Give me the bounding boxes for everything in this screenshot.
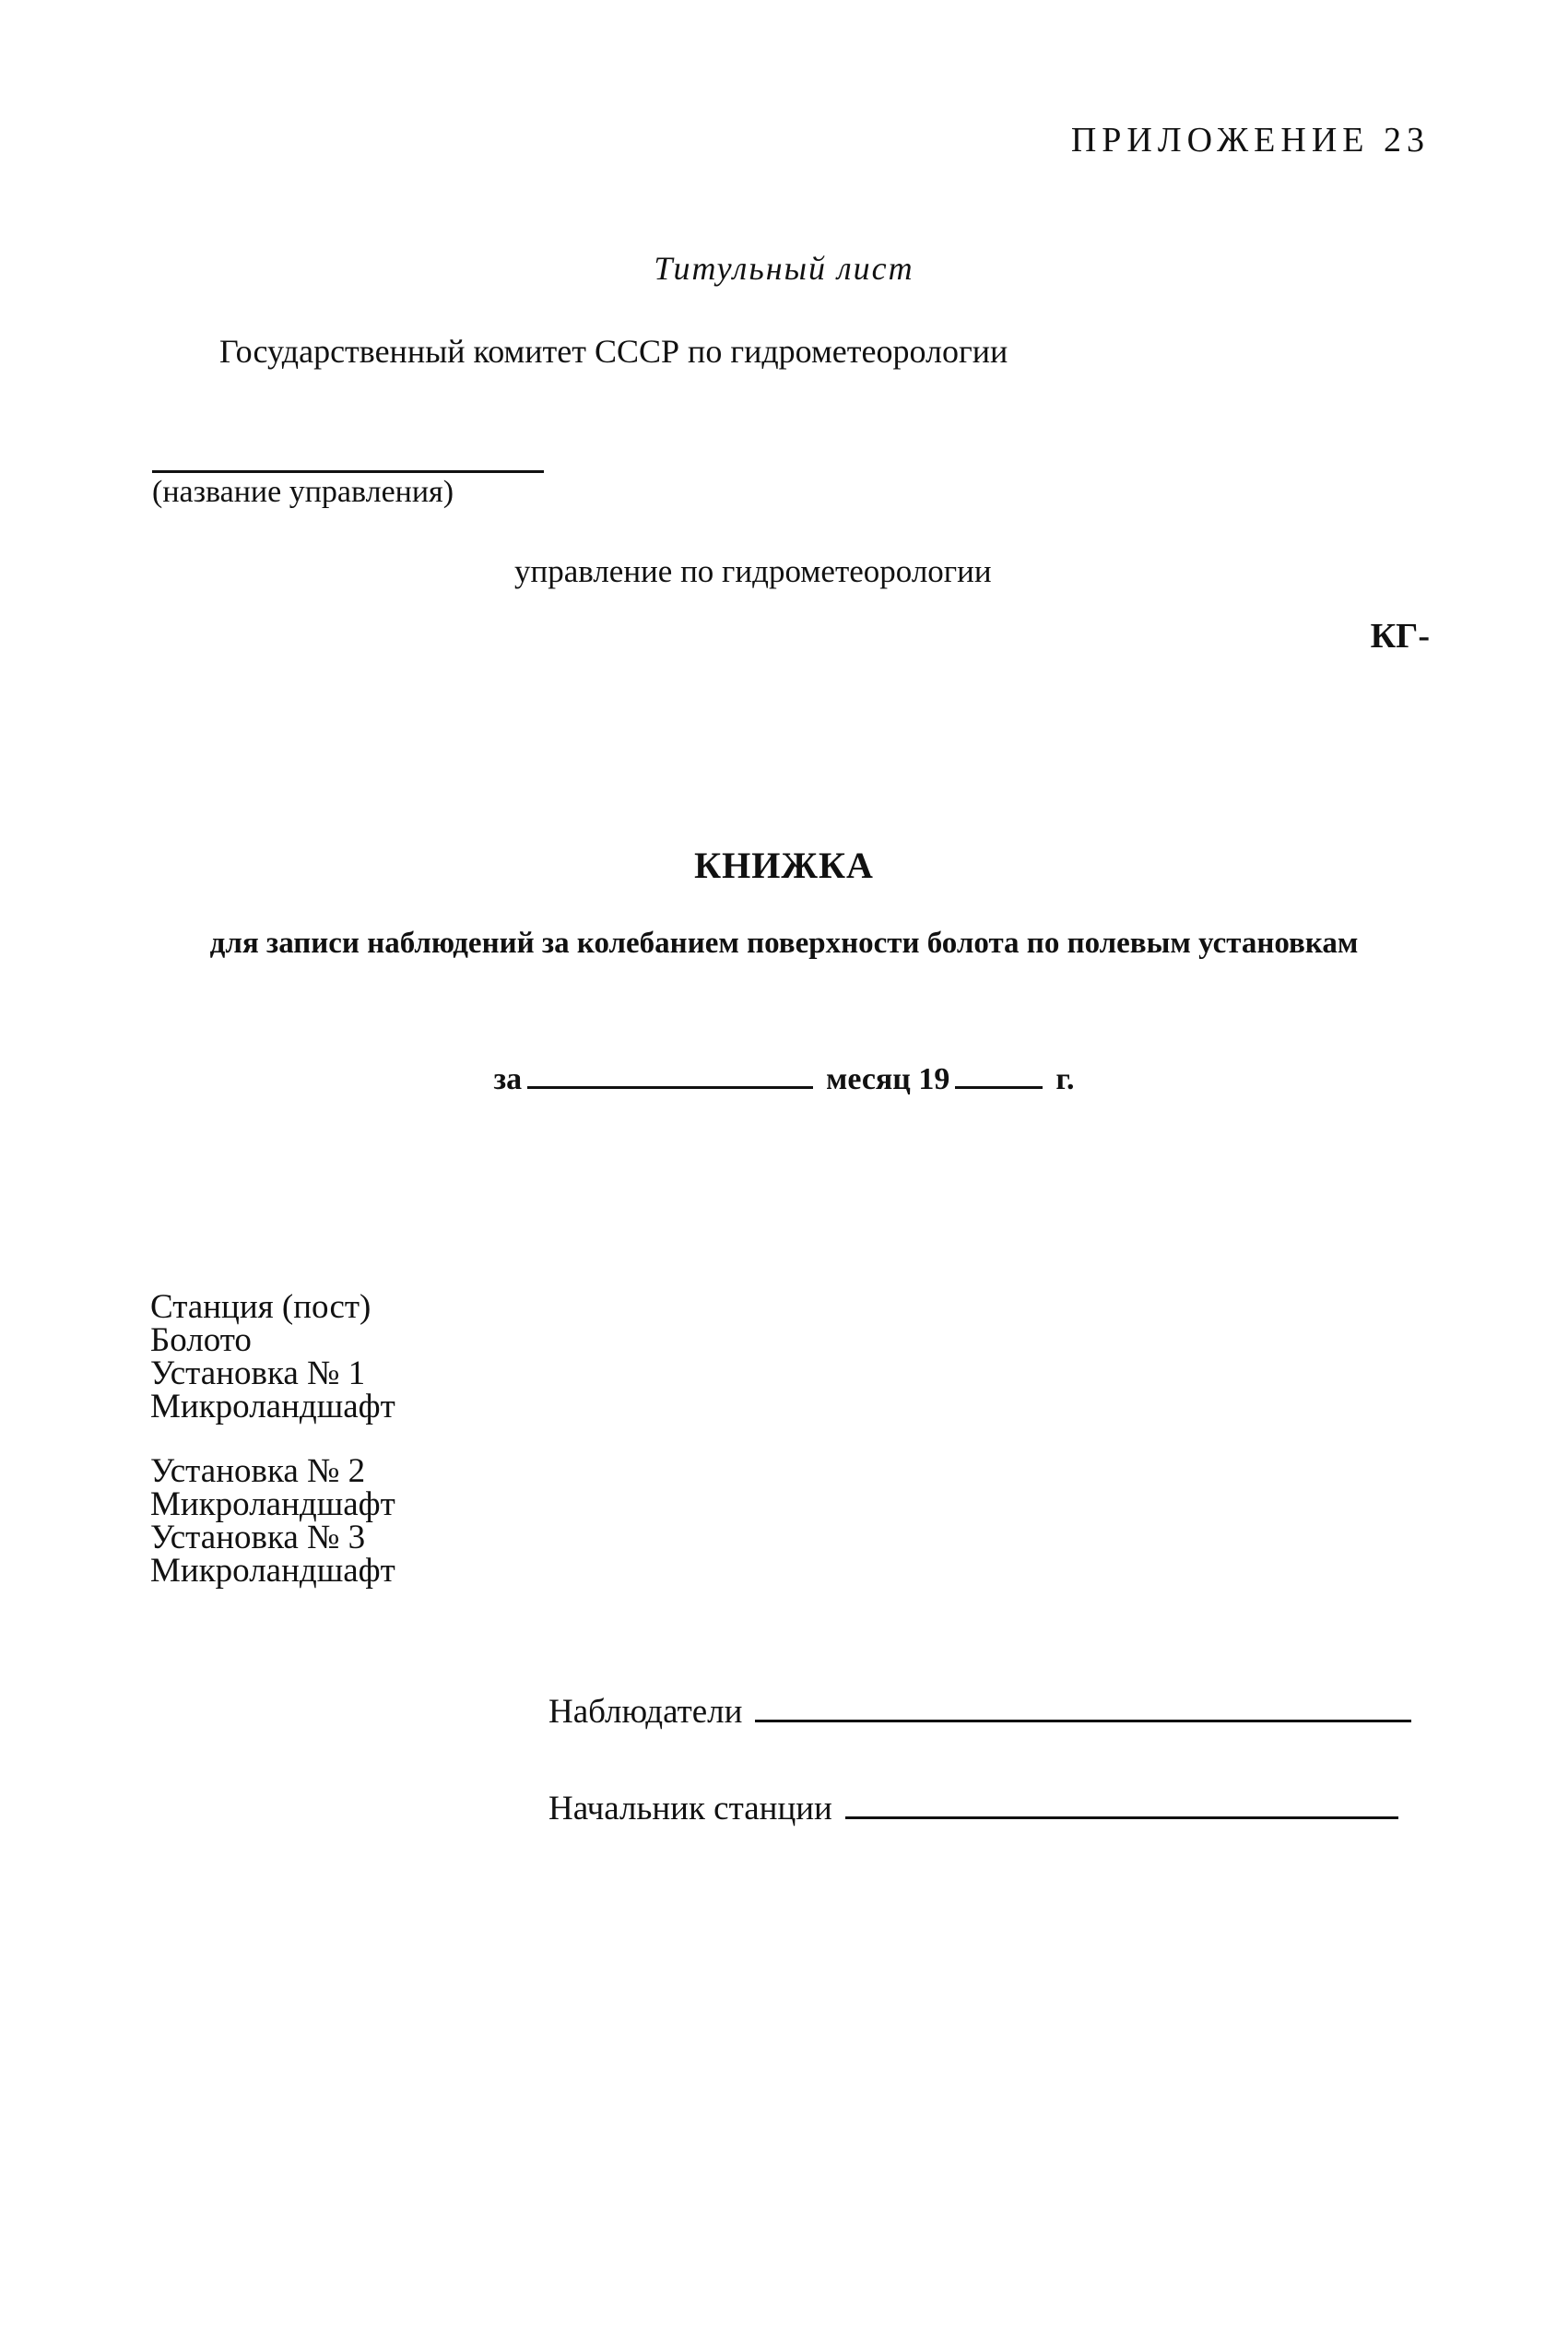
installation-3-field: Установка № 3	[150, 1519, 366, 1556]
period-year-suffix: г.	[1055, 1062, 1075, 1096]
observers-label: Наблюдатели	[548, 1693, 743, 1731]
year-blank	[955, 1085, 1043, 1089]
station-head-blank	[845, 1816, 1398, 1819]
bog-field: Болото	[150, 1321, 252, 1359]
appendix-number: ПРИЛОЖЕНИЕ 23	[1070, 121, 1430, 160]
microlandscape-3-field: Микроландшафт	[150, 1552, 395, 1590]
installation-2-field: Установка № 2	[150, 1452, 366, 1490]
station-head-signature	[548, 1789, 1398, 1828]
management-suffix: управление по гидрометеорологии	[514, 553, 992, 589]
station-fields	[150, 1288, 395, 1590]
period-prefix: за	[493, 1062, 523, 1096]
book-title: КНИЖКА	[694, 845, 874, 886]
book-subtitle: для записи наблюдений за колебанием поверхности болота по полевым установкам	[209, 927, 1359, 960]
station-field: Станция (пост)	[150, 1288, 371, 1326]
month-blank	[527, 1085, 813, 1089]
microlandscape-1-field: Микроландшафт	[150, 1388, 395, 1425]
period-month-label: месяц 19	[826, 1062, 950, 1096]
observers-signature	[548, 1692, 1411, 1732]
management-name-blank	[152, 470, 544, 473]
installation-1-field: Установка № 1	[150, 1354, 366, 1392]
period-line	[0, 1062, 1568, 1097]
microlandscape-2-field: Микроландшафт	[150, 1485, 395, 1523]
title-sheet-label: Титульный лист	[654, 250, 914, 287]
field-group-gap	[150, 1424, 395, 1455]
form-code: КГ-	[1370, 617, 1430, 656]
management-name-caption: (название управления)	[152, 475, 454, 509]
observers-blank	[755, 1719, 1411, 1722]
committee-name: Государственный комитет СССР по гидрометеорологии	[219, 333, 1008, 370]
station-head-label: Начальник станции	[548, 1790, 832, 1827]
